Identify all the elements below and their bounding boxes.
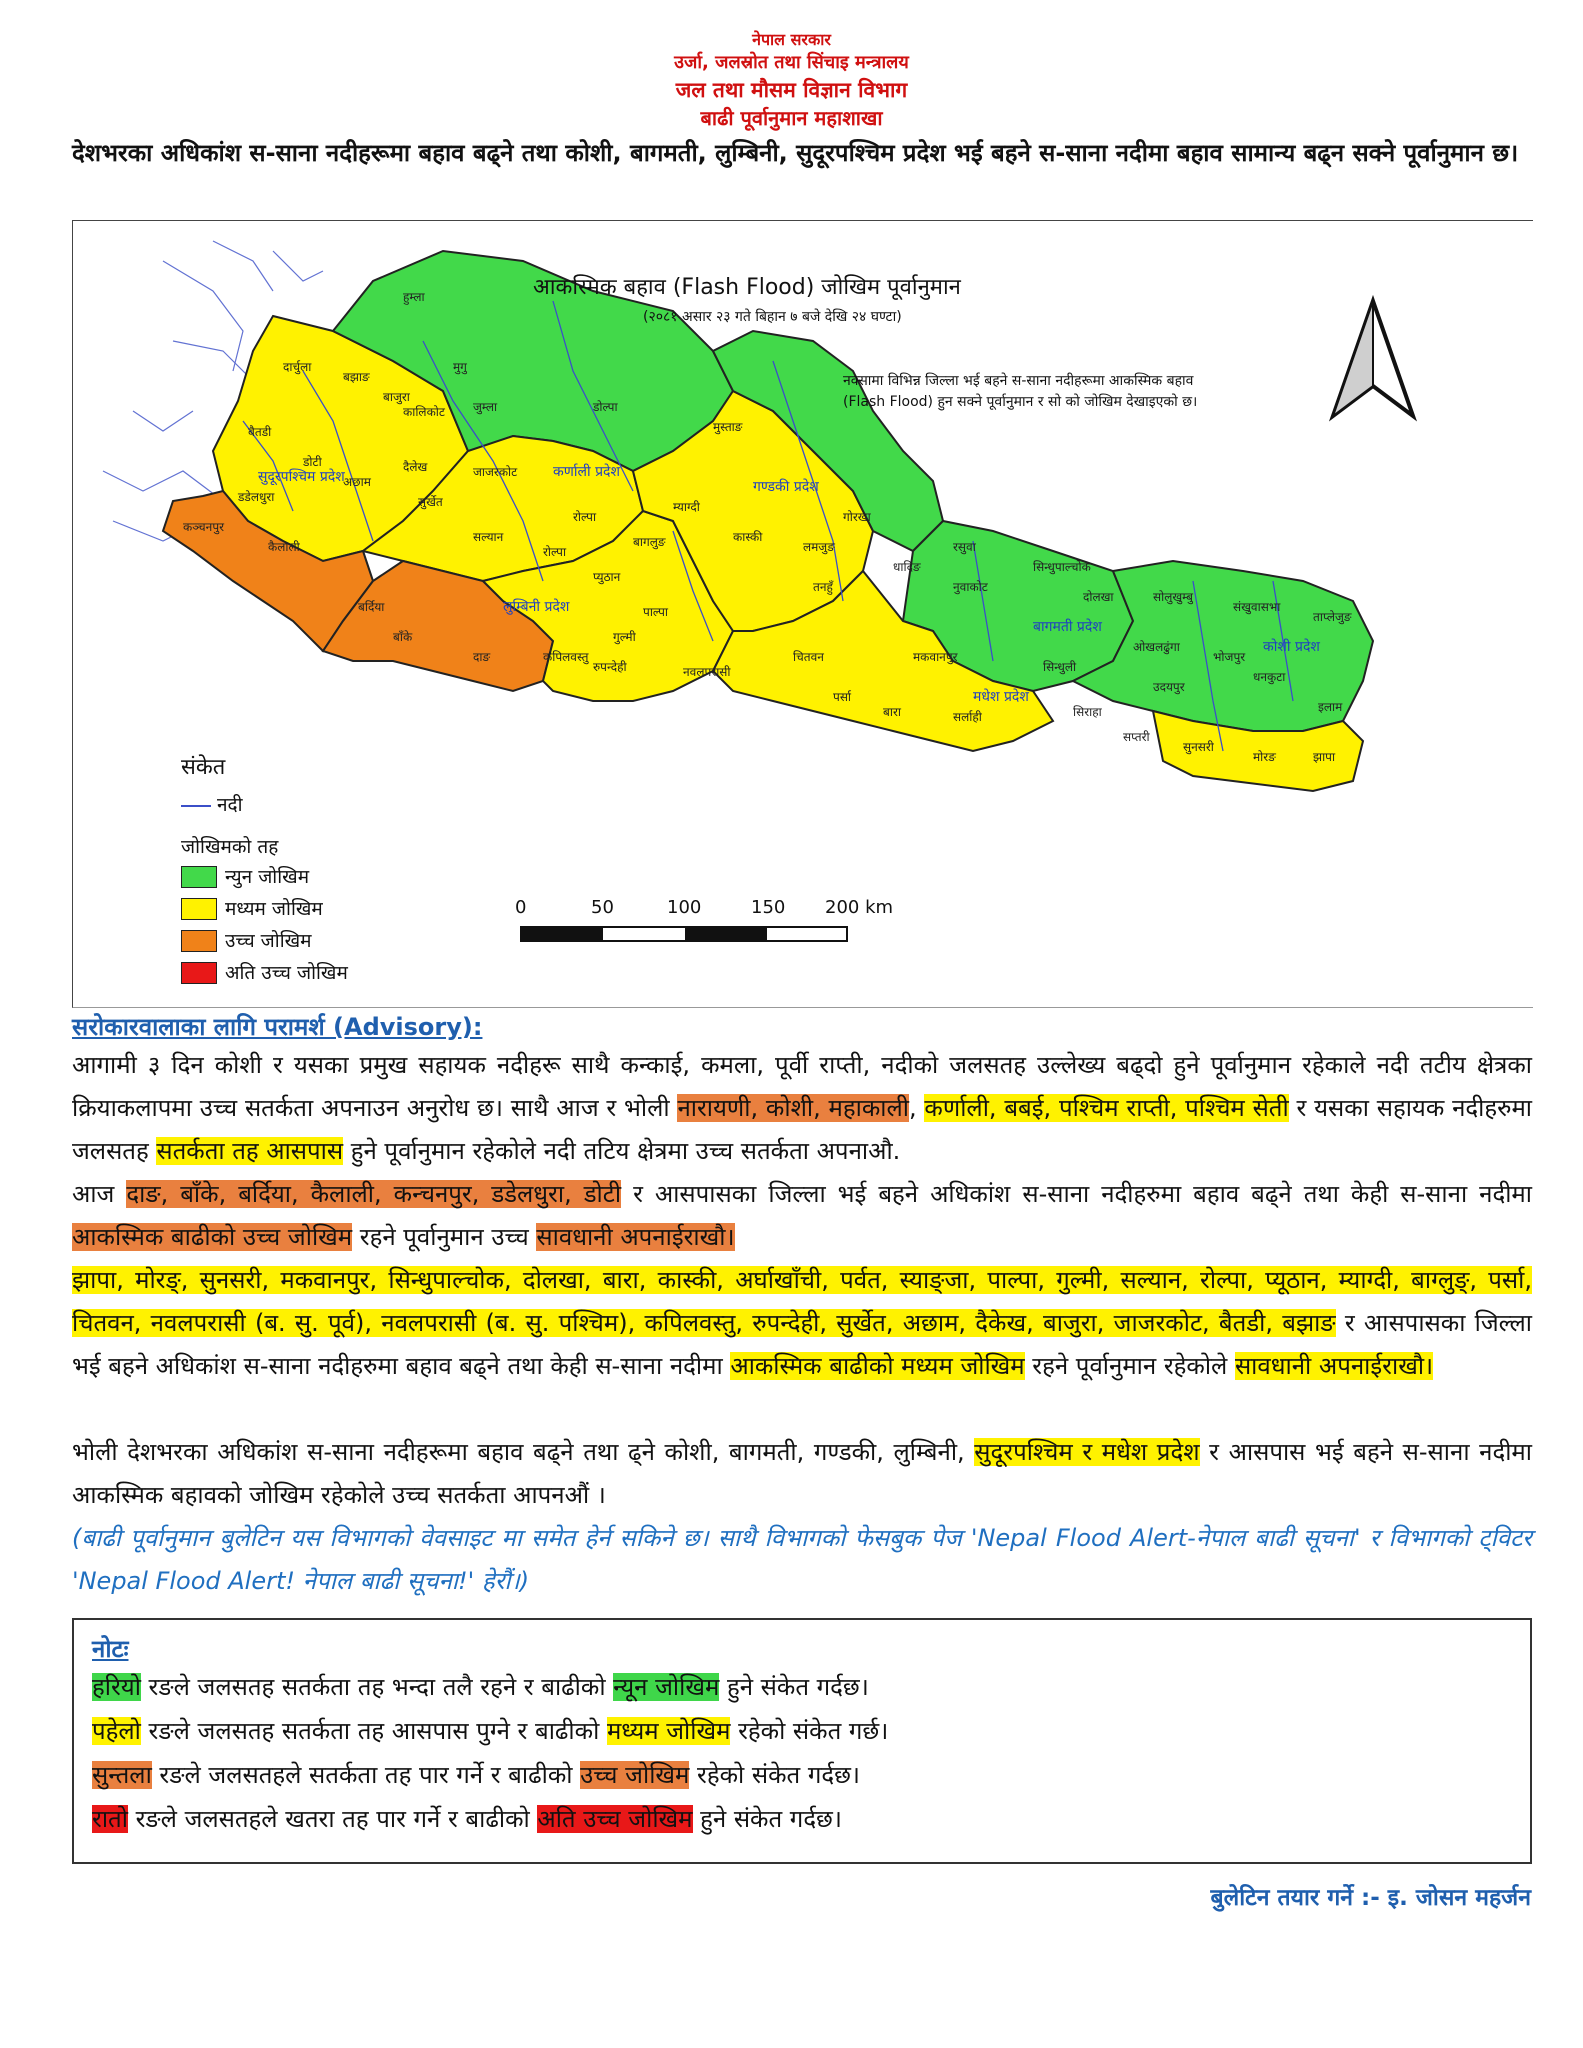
district-label: मोरङ: [1253, 750, 1276, 764]
district-label: झापा: [1313, 750, 1336, 764]
highlight-medium-districts: झापा, मोरङ्, सुनसरी, मकवानपुर, सिन्धुपाल्चोक, दोलखा, बारा, कास्की, अर्घाखाँची, पर्वत, स्याङ्जा, पाल्पा, गुल्मी, सल्यान, रोल्पा, प्यूठान, म्याग्दी, बाग्लुङ्, पर्सा, चितवन, नवलपरासी (ब. सु. पूर्व), नवलपरासी (ब. सु. पश्चिम), कपिलवस्तु, रुपन्देही, सुर्खेत, अछाम, दैकेख, बाजुरा, जाजरकोट, बैतडी, बझाङ: [72, 1266, 1532, 1337]
district-label: कास्की: [733, 530, 763, 544]
district-label: सोलुखुम्बु: [1153, 590, 1193, 604]
highlight-caution: सावधानी अपनाईराखौ।: [1234, 1352, 1434, 1380]
legend-item-very-high: [181, 959, 348, 987]
note-risk-low: न्यून जोखिम: [613, 1673, 720, 1701]
swatch-low: [181, 866, 217, 888]
district-label: सर्लाही: [953, 710, 982, 724]
province-label: लुम्बिनी प्रदेश: [503, 599, 570, 615]
note-title: नोटः: [92, 1635, 129, 1663]
province-label: गण्डकी प्रदेश: [753, 479, 819, 495]
district-label: भोजपुर: [1213, 650, 1246, 664]
legend-item-medium: [181, 895, 323, 923]
advisory-paragraph-2: [72, 1173, 1532, 1259]
swatch-medium: [181, 898, 217, 920]
district-label: सुनसरी: [1183, 740, 1214, 754]
advisory-text: आगामी ३ दिन कोशी र यसका प्रमुख सहायक नदीहरू साथै कन्काई, कमला, पूर्वी राप्ती, नदीको जलसतह उल्लेख्य बढ्दो हुने पूर्वानुमान रहेकाले नदी तटीय क्षेत्रका क्रियाकलापमा उच्च सतर्कता अपनाउन अनुरोध छ। साथै आज र भोली: [72, 1051, 1532, 1122]
district-label: अछाम: [343, 475, 371, 489]
district-label: प्युठान: [593, 570, 621, 584]
district-label: ताप्लेजुङ: [1313, 610, 1352, 624]
district-label: रसुवा: [953, 540, 976, 554]
highlight-high-districts: दाङ, बाँके, बर्दिया, कैलाली, कन्चनपुर, डडेलधुरा, डोटी: [126, 1180, 622, 1208]
header-division: बाढी पूर्वानुमान महाशाखा: [700, 106, 883, 130]
district-label: गुल्मी: [613, 630, 636, 644]
district-label: ओखलढुंगा: [1133, 640, 1180, 654]
highlight-warning-level: सतर्कता तह आसपास: [156, 1137, 344, 1165]
district-label: उदयपुर: [1153, 680, 1185, 694]
river-line-icon: [181, 805, 211, 807]
scale-label: 50: [591, 897, 614, 918]
district-label: जुम्ला: [473, 400, 498, 414]
note-line-orange: [92, 1758, 860, 1791]
district-label: बैतडी: [248, 425, 272, 439]
district-label: हुम्ला: [403, 290, 425, 304]
district-label: सिराहा: [1073, 705, 1102, 719]
advisory-text: र आसपास भई बहने स-साना नदीमा आकस्मिक बहावको जोखिम रहेकोले उच्च सतर्कता आपनऔं ।: [72, 1438, 1532, 1509]
advisory-heading: सरोकारवालाका लागि परामर्श (Advisory):: [72, 1013, 483, 1041]
district-label: इलाम: [1318, 700, 1343, 714]
highlight-caution: सावधानी अपनाईराखौ।: [536, 1223, 735, 1251]
district-label: कैलाली: [268, 540, 300, 554]
scale-bar: [521, 927, 847, 941]
district-label: चितवन: [793, 650, 824, 664]
highlight-high-rivers: नारायणी, कोशी, महाकाली: [677, 1094, 909, 1122]
province-label: सुदूरपश्चिम प्रदेश: [258, 469, 345, 485]
note-text: रहेको संकेत गर्दछ।: [689, 1761, 861, 1789]
district-label: डोटी: [303, 455, 322, 469]
advisory-text: भोली देशभरका अधिकांश स-साना नदीहरूमा बहाव बढ्ने तथा ढ्ने कोशी, बागमती, गण्डकी, लुम्बिनी,: [72, 1438, 975, 1466]
flash-flood-map: [72, 220, 1533, 1008]
district-label: धनकुटा: [1253, 670, 1286, 684]
district-label: बर्दिया: [358, 600, 385, 614]
legend-label: मध्यम जोखिम: [225, 898, 323, 920]
legend-river-label: नदी: [217, 794, 243, 816]
highlight-high-risk: आकस्मिक बाढीको उच्च जोखिम: [72, 1223, 353, 1251]
bulletin-author: बुलेटिन तयार गर्ने :- इ. जोसन महर्जन: [1210, 1885, 1531, 1911]
advisory-text: र आसपासका जिल्ला भई बहने अधिकांश स-साना नदीहरुमा बहाव बढ्ने तथा केही स-साना नदीमा: [621, 1180, 1533, 1208]
district-label: लमजुङ: [803, 540, 835, 554]
district-label: नवलपरासी: [683, 665, 731, 679]
district-label: कपिलवस्तु: [543, 650, 589, 664]
note-line-red: [92, 1802, 842, 1835]
highlight-medium-rivers: कर्णाली, बबई, पश्चिम राप्ती, पश्चिम सेती: [924, 1094, 1289, 1122]
district-label: बागलुङ: [633, 535, 666, 549]
note-text: रङले जलसतह सतर्कता तह भन्दा तलै रहने र बाढीको: [140, 1673, 614, 1701]
legend-item-high: [181, 927, 312, 955]
district-label: जाजरकोट: [473, 465, 518, 479]
province-label: मधेश प्रदेश: [973, 689, 1029, 705]
legend-risk-title: जोखिमको तह: [181, 836, 279, 858]
scale-label: 150: [751, 897, 786, 918]
note-text: रङले जलसतहले खतरा तह पार गर्ने र बाढीको: [127, 1805, 538, 1833]
district-label: रोल्पा: [573, 510, 597, 524]
province-label: बागमती प्रदेश: [1033, 619, 1102, 635]
note-risk-high: उच्च जोखिम: [580, 1761, 690, 1789]
map-caption-line1: नक्सामा विभिन्न जिल्ला भई बहने स-साना नदीहरूमा आकस्मिक बहाव: [843, 373, 1194, 389]
legend-item-low: [181, 863, 309, 891]
advisory-paragraph-3: [72, 1259, 1532, 1388]
district-label: दैलेख: [403, 460, 428, 474]
map-title: आकस्मिक बहाव (Flash Flood) जोखिम पूर्वानुमान: [533, 275, 961, 300]
district-label: सप्तरी: [1123, 730, 1150, 744]
note-box: [72, 1618, 1532, 1864]
note-text: रङले जलसतह सतर्कता तह आसपास पुग्ने र बाढीको: [140, 1717, 607, 1745]
note-text: रहेको संकेत गर्छ।: [730, 1717, 889, 1745]
district-label: मुस्ताङ: [713, 420, 743, 434]
district-label: संखुवासभा: [1233, 600, 1281, 614]
district-label: म्याग्दी: [673, 500, 700, 514]
note-color-yellow: पहेलो: [92, 1717, 141, 1745]
district-label: सल्यान: [473, 530, 504, 544]
district-label: पाल्पा: [643, 605, 668, 619]
district-label: दाङ: [473, 650, 491, 664]
note-line-yellow: [92, 1714, 888, 1747]
scale-label: 100: [667, 897, 702, 918]
legend-label: अति उच्च जोखिम: [225, 962, 348, 984]
district-label: सिन्धुली: [1043, 660, 1077, 674]
map-subtitle: (२०८१ असार २३ गते बिहान ७ बजे देखि २४ घण्टा): [643, 309, 902, 325]
district-label: नुवाकोट: [953, 580, 988, 594]
advisory-paragraph-5: (बाढी पूर्वानुमान बुलेटिन यस विभागको वेवसाइट मा समेत हेर्न सकिने छ। साथै विभागको फेसबुक पेज 'Nepal Flood Alert-नेपाल बाढी सूचना' र विभागको ट्विटर 'Nepal Flood Alert! नेपाल बाढी सूचना!' हेरौं।): [72, 1524, 1532, 1595]
district-label: डडेलधुरा: [238, 490, 275, 504]
advisory-text: रहने पूर्वानुमान रहेकोले: [1024, 1352, 1235, 1380]
swatch-high: [181, 930, 217, 952]
map-caption: [843, 371, 1197, 413]
advisory-paragraph-4: [72, 1431, 1532, 1517]
legend-label: न्युन जोखिम: [225, 866, 310, 888]
advisory-text: ,: [908, 1094, 925, 1122]
legend-river: [181, 791, 243, 817]
intro-paragraph: देशभरका अधिकांश स-साना नदीहरूमा बहाव बढ्ने तथा कोशी, बागमती, लुम्बिनी, सुदूरपश्चिम प्रदेश भई बहने स-साना नदीमा बहाव सामान्य बढ्न सक्ने पूर्वानुमान छ।: [72, 139, 1519, 167]
advisory-paragraph-1: [72, 1044, 1532, 1173]
district-label: तनहुँ: [813, 580, 833, 594]
district-label: मुगु: [453, 360, 467, 374]
note-color-red: रातो: [92, 1805, 128, 1833]
district-label: गोरखा: [843, 510, 871, 524]
district-label: बारा: [883, 705, 901, 719]
district-label: मकवानपुर: [913, 650, 958, 664]
note-text: हुने संकेत गर्दछ।: [719, 1673, 869, 1701]
header-ministry: उर्जा, जलस्रोत तथा सिंचाइ मन्त्रालय: [674, 52, 909, 73]
advisory-text: आज: [72, 1180, 127, 1208]
district-label: दार्चुला: [283, 360, 312, 374]
district-label: बाँके: [393, 630, 413, 644]
note-text: हुने संकेत गर्दछ।: [692, 1805, 842, 1833]
district-label: रोल्पा: [543, 545, 567, 559]
note-color-orange: सुन्तला: [92, 1761, 152, 1789]
district-label: बझाङ: [343, 370, 370, 384]
advisory-text: र आसपासका जिल्ला भई बहने अधिकांश स-साना नदीहरुमा बहाव बढ्ने तथा केही स-साना नदीमा: [72, 1309, 1532, 1380]
advisory-text: हुने पूर्वानुमान रहेकोले नदी तटिय क्षेत्रमा उच्च सतर्कता अपनाऔ.: [343, 1137, 901, 1165]
legend-label: उच्च जोखिम: [225, 930, 312, 952]
scale-label: 200 km: [825, 897, 894, 918]
district-label: पर्सा: [833, 690, 852, 704]
highlight-provinces: सुदूरपश्चिम र मधेश प्रदेश: [974, 1438, 1200, 1466]
district-label: दोलखा: [1083, 590, 1114, 604]
province-label: कर्णाली प्रदेश: [553, 464, 620, 480]
note-risk-very-high: अति उच्च जोखिम: [537, 1805, 693, 1833]
north-arrow-icon: [1333, 301, 1413, 416]
district-label: धादिङ: [893, 560, 921, 574]
advisory-text: र यसका सहायक नदीहरुमा जलसतह: [72, 1094, 1533, 1165]
district-label: डोल्पा: [593, 400, 618, 414]
district-label: सुर्खेत: [418, 495, 443, 509]
scale-label: 0: [515, 897, 527, 918]
district-label: बाजुरा: [383, 390, 410, 404]
district-label: कञ्चनपुर: [183, 520, 225, 534]
note-risk-medium: मध्यम जोखिम: [606, 1717, 731, 1745]
district-label: सिन्धुपाल्चोक: [1033, 560, 1091, 574]
highlight-medium-risk: आकस्मिक बाढीको मध्यम जोखिम: [730, 1352, 1025, 1380]
note-color-green: हरियो: [92, 1673, 141, 1701]
district-label: रुपन्देही: [593, 660, 627, 674]
header-gov: नेपाल सरकार: [752, 30, 831, 49]
advisory-text: रहने पूर्वानुमान उच्च: [352, 1223, 537, 1251]
note-line-green: [92, 1670, 869, 1703]
header-department: जल तथा मौसम विज्ञान विभाग: [675, 78, 908, 102]
swatch-very-high: [181, 962, 217, 984]
note-text: रङले जलसतहले सतर्कता तह पार गर्ने र बाढीको: [151, 1761, 581, 1789]
map-caption-line2: (Flash Flood) हुन सक्ने पूर्वानुमान र सो को जोखिम देखाइएको छ।: [843, 394, 1198, 410]
legend-title: संकेत: [181, 755, 226, 780]
province-label: कोशी प्रदेश: [1263, 639, 1320, 655]
district-label: कालिकोट: [403, 405, 445, 419]
